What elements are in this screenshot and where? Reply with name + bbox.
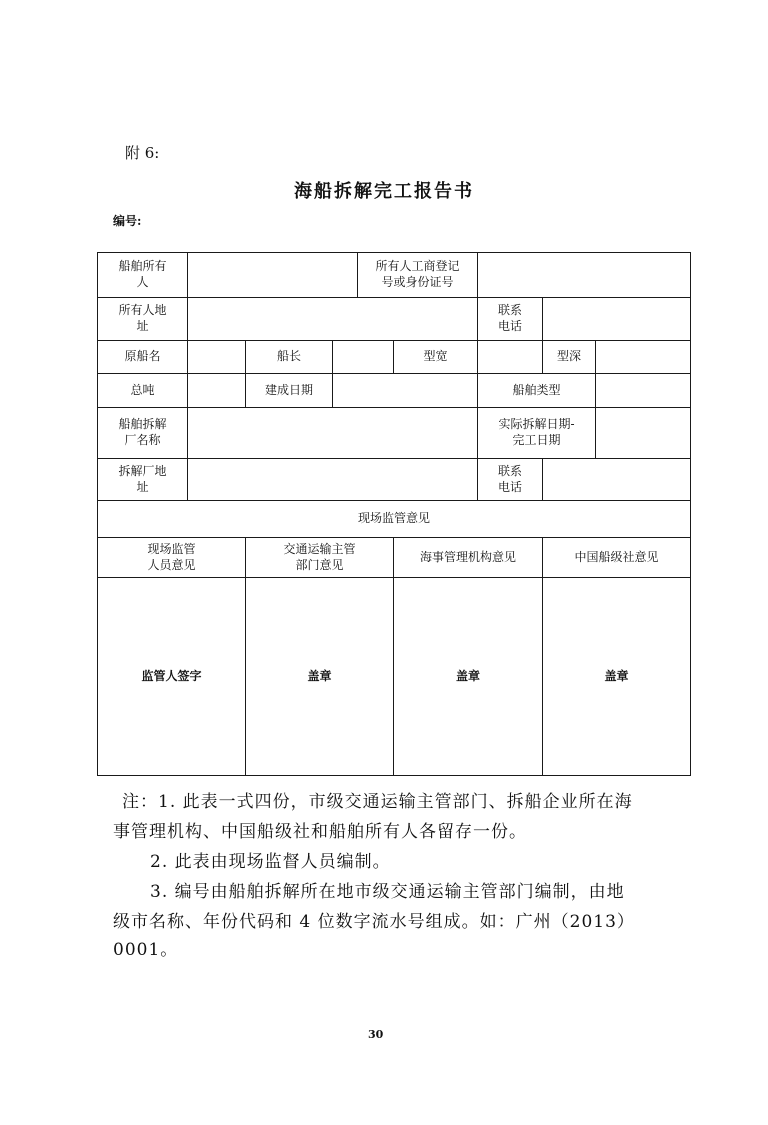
row-yard-name: [98, 408, 691, 459]
attachment-label: 附 6:: [125, 144, 160, 162]
ship-type-value: [596, 374, 691, 408]
yard-address-label: 拆解厂地 址: [98, 459, 188, 501]
signature-supervisor: 监管人签字: [98, 578, 246, 776]
document-title: 海船拆解完工报告书: [294, 181, 474, 202]
note-line: 3. 编号由船舶拆解所在地市级交通运输主管部门编制，由地: [150, 882, 625, 902]
build-date-label: 建成日期: [246, 374, 333, 408]
row-dimensions: [98, 341, 691, 374]
dismantle-date-label: 实际拆解日期- 完工日期: [478, 408, 596, 459]
yard-phone-value: [543, 459, 691, 501]
opinion-header-supervisor: 现场监管 人员意见: [98, 538, 246, 578]
seal-transport-dept: 盖章: [246, 578, 394, 776]
dismantle-date-value: [596, 408, 691, 459]
owner-registration-label: 所有人工商登记 号或身份证号: [358, 253, 478, 298]
report-table: [97, 252, 691, 776]
length-label: 船长: [246, 341, 333, 374]
opinion-header-transport-dept: 交通运输主管 部门意见: [246, 538, 394, 578]
row-tonnage: [98, 374, 691, 408]
breadth-value: [478, 341, 543, 374]
note-line: 2. 此表由现场监督人员编制。: [150, 852, 391, 872]
owner-address-label: 所有人地 址: [98, 298, 188, 341]
note-line: 事管理机构、中国船级社和船舶所有人各留存一份。: [113, 822, 527, 842]
row-signatures: [98, 578, 691, 776]
yard-name-value: [188, 408, 478, 459]
breadth-label: 型宽: [394, 341, 478, 374]
seal-maritime: 盖章: [394, 578, 543, 776]
opinion-header-maritime: 海事管理机构意见: [394, 538, 543, 578]
length-value: [333, 341, 394, 374]
row-supervision-header: [98, 501, 691, 538]
page-number: 30: [368, 1028, 384, 1041]
seal-classification: 盖章: [543, 578, 691, 776]
original-name-value: [188, 341, 246, 374]
note-line: 级市名称、年份代码和 4 位数字流水号组成。如：广州（2013）: [113, 912, 635, 932]
yard-phone-label: 联系 电话: [478, 459, 543, 501]
depth-value: [596, 341, 691, 374]
note-line: 注：1. 此表一式四份，市级交通运输主管部门、拆船企业所在海: [122, 792, 633, 812]
owner-phone-value: [543, 298, 691, 341]
original-name-label: 原船名: [98, 341, 188, 374]
row-owner: [98, 253, 691, 298]
supervision-header: 现场监管意见: [98, 501, 691, 538]
owner-address-value: [188, 298, 478, 341]
yard-name-label: 船舶拆解 厂名称: [98, 408, 188, 459]
yard-address-value: [188, 459, 478, 501]
note-line: 0001。: [113, 940, 179, 960]
owner-label: 船舶所有 人: [98, 253, 188, 298]
build-date-value: [333, 374, 478, 408]
row-owner-address: [98, 298, 691, 341]
depth-label: 型深: [543, 341, 596, 374]
number-label: 编号:: [113, 214, 142, 228]
owner-phone-label: 联系 电话: [478, 298, 543, 341]
owner-value: [188, 253, 358, 298]
gross-tonnage-value: [188, 374, 246, 408]
ship-type-label: 船舶类型: [478, 374, 596, 408]
gross-tonnage-label: 总吨: [98, 374, 188, 408]
row-yard-address: [98, 459, 691, 501]
owner-registration-value: [478, 253, 691, 298]
opinion-header-classification: 中国船级社意见: [543, 538, 691, 578]
row-opinion-headers: [98, 538, 691, 578]
